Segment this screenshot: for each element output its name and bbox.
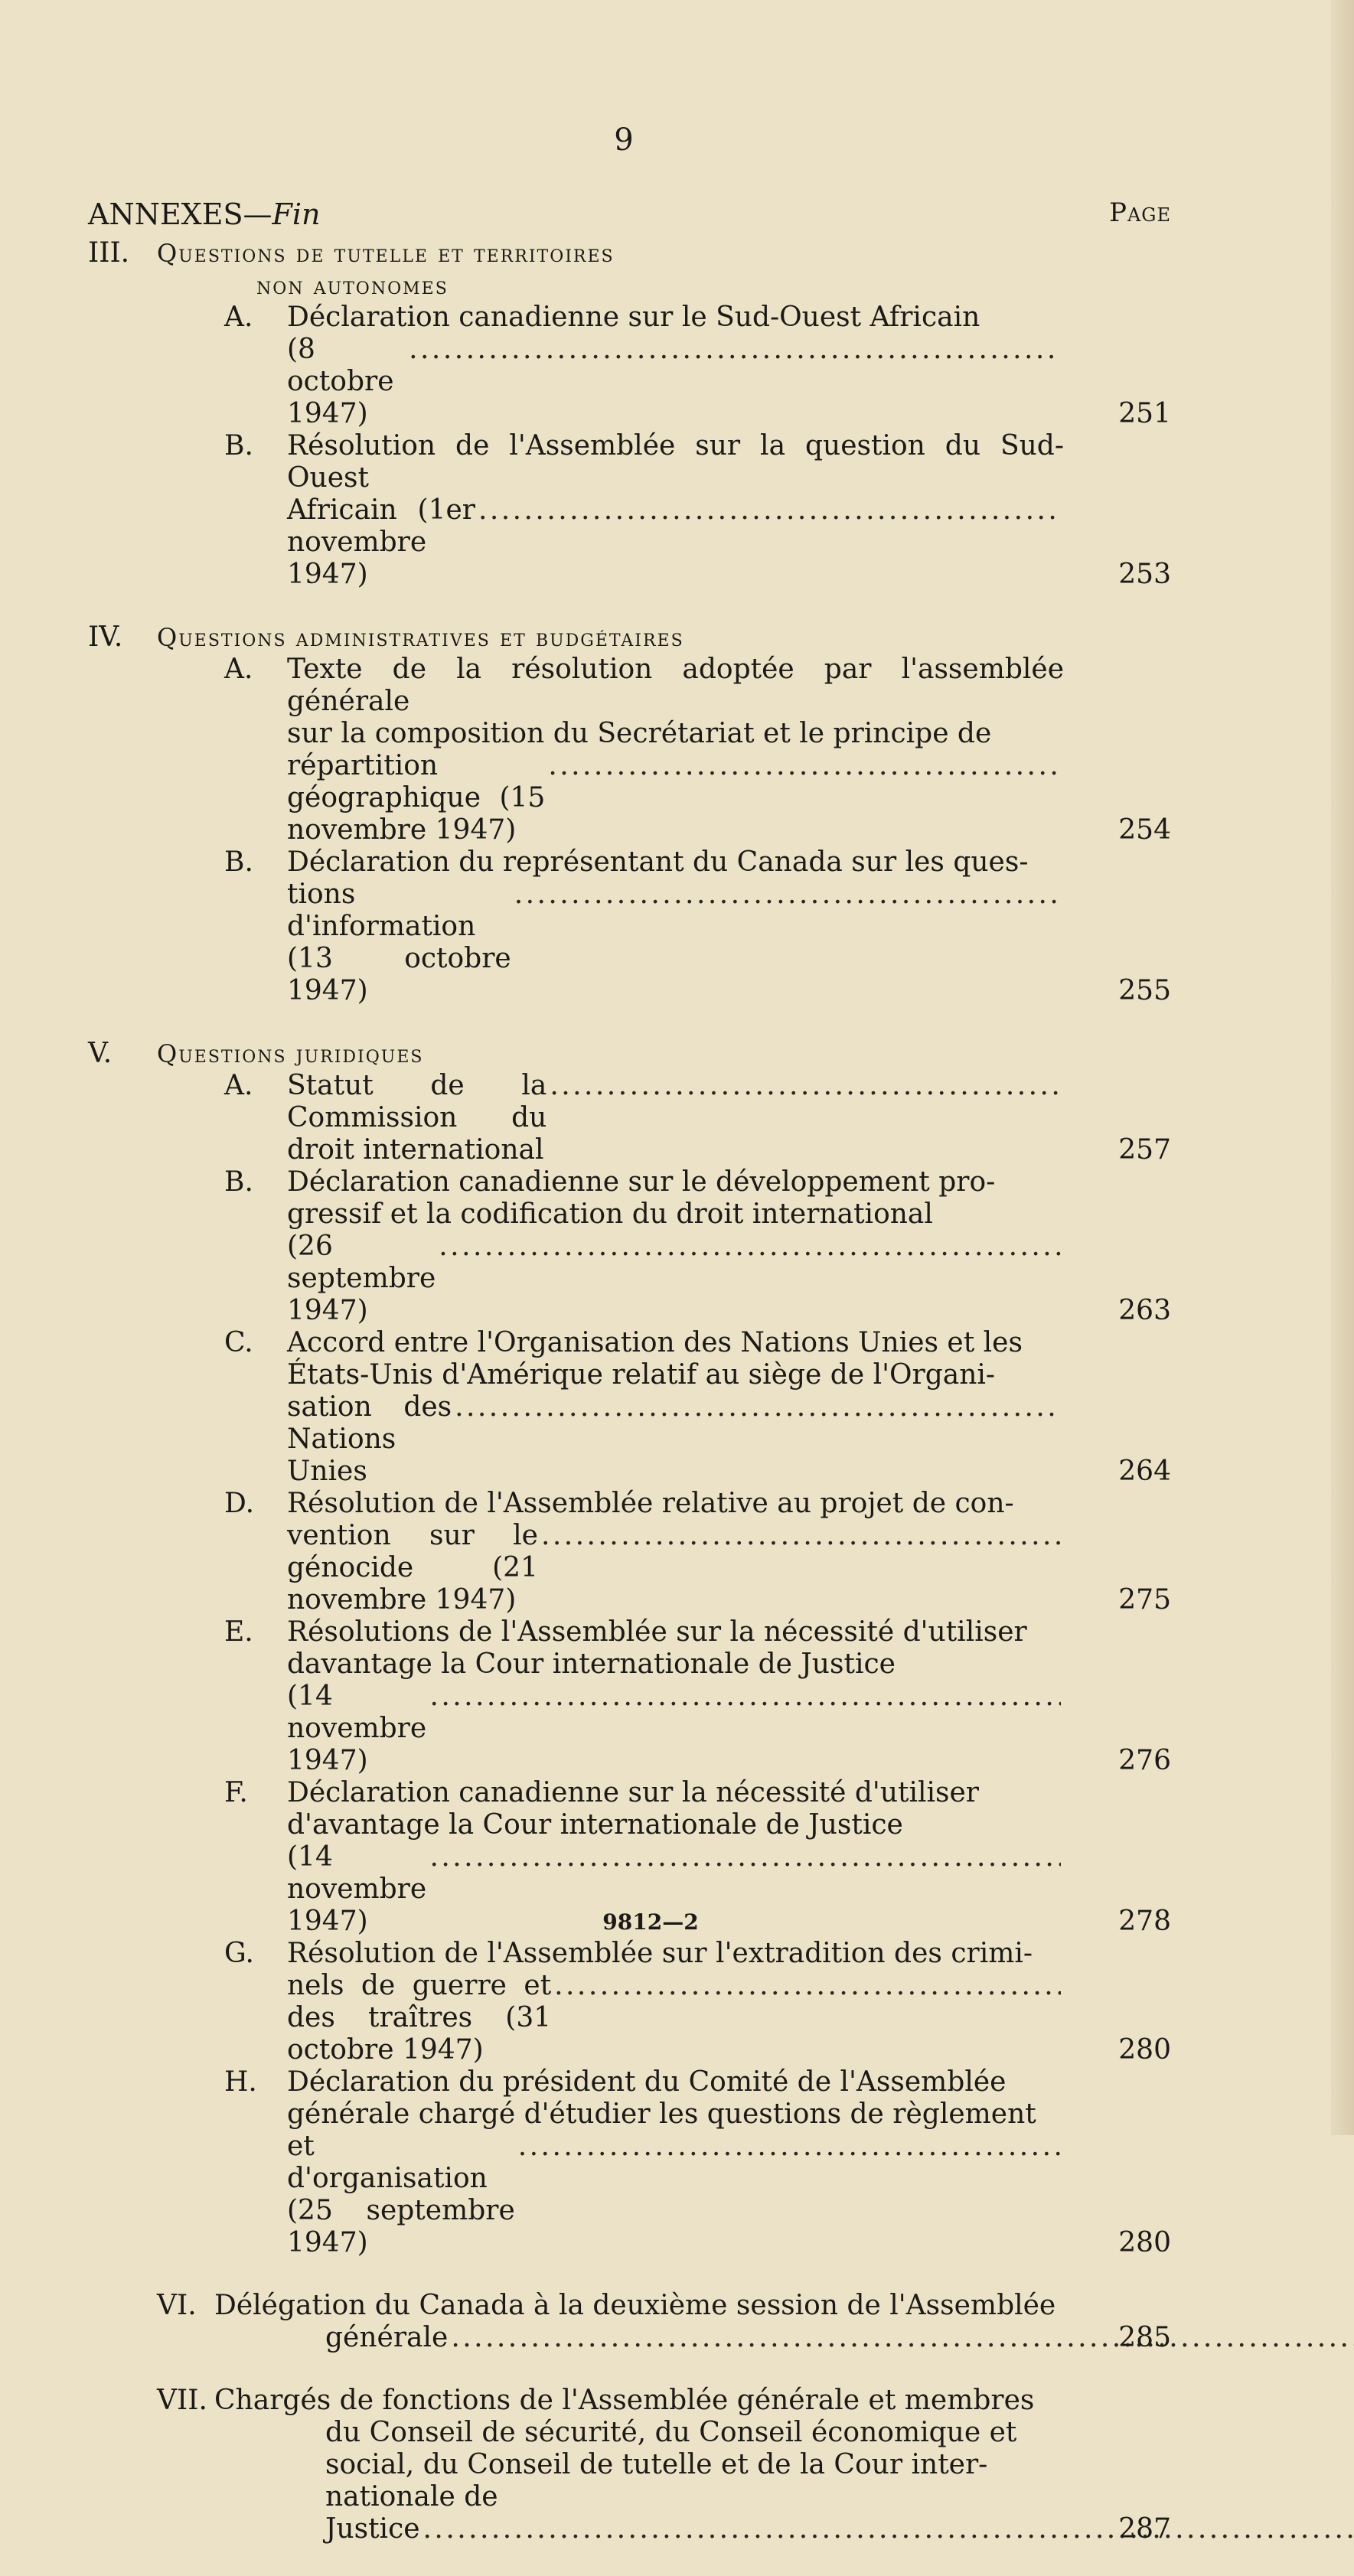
- entry-letter: B.: [224, 430, 253, 461]
- entry-line: davantage la Cour internationale de Justice: [287, 1648, 896, 1680]
- section-title-continued: [88, 269, 1171, 302]
- footer-signature: 9812—2: [602, 1909, 699, 1935]
- page-number: 9: [614, 122, 634, 158]
- entry-letter: G.: [224, 1938, 254, 1969]
- toc-section: [88, 237, 1171, 591]
- entry-last-line: [287, 1520, 1064, 1616]
- entry-line: nels de guerre et des traîtres (31 octobre 1947): [287, 1970, 552, 2066]
- toc-entry: [88, 654, 1171, 846]
- toc-section: [88, 1038, 1171, 2259]
- entry-line: Délégation du Canada à la deuxième session de l'Assemblée: [214, 2290, 1056, 2321]
- entry-line: Déclaration du représentant du Canada sur les ques-: [287, 846, 1029, 878]
- entry-line: (14 novembre 1947): [287, 1841, 427, 1937]
- entry-last-line: [287, 1681, 1064, 1777]
- entry-line: Déclaration canadienne sur le Sud-Ouest Africain: [287, 302, 980, 333]
- entry-line: gressif et la codification du droit international: [287, 1198, 933, 1230]
- toc-entry: [88, 1327, 1171, 1488]
- leader-dots: [514, 879, 1061, 911]
- entry-text: [214, 2385, 1064, 2545]
- entry-page-number: 255: [1118, 975, 1171, 1006]
- section-title: Questions juridiques: [157, 1039, 424, 1068]
- section-number: V.: [88, 1038, 113, 1069]
- toc-entry: [88, 2066, 1171, 2259]
- entry-page-number: 275: [1118, 1584, 1171, 1616]
- entry-page-number: 285: [1118, 2322, 1171, 2353]
- entry-line: générale: [325, 2322, 449, 2353]
- entry-letter: B.: [224, 1166, 253, 1198]
- entry-last-line: [287, 1391, 1064, 1488]
- toc-entry: [88, 1488, 1171, 1616]
- entry-line: sur la composition du Secrétariat et le principe de: [287, 718, 992, 749]
- table-of-contents: [88, 237, 1171, 2576]
- section-title: Questions de tutelle et territoires: [157, 239, 615, 268]
- entry-line: Africain (1er novembre 1947): [287, 494, 475, 590]
- section-number: IV.: [88, 621, 123, 653]
- entry-text: [287, 1616, 1064, 1777]
- entry-letter: B.: [224, 846, 253, 878]
- entry-page-number: 257: [1118, 1134, 1171, 1166]
- section-title: Questions administratives et budgétaires: [157, 623, 684, 652]
- leader-dots: [518, 2131, 1061, 2163]
- toc-entry: [88, 2385, 1171, 2545]
- entry-text: [287, 1488, 1064, 1616]
- entry-letter: E.: [224, 1616, 253, 1648]
- entry-text: [287, 846, 1064, 1007]
- page-column-label: Page: [1109, 197, 1171, 228]
- entry-page-number: 263: [1118, 1295, 1171, 1326]
- entry-page-number: 253: [1118, 559, 1171, 590]
- entry-line: générale chargé d'étudier les questions de règlement: [287, 2098, 1036, 2130]
- entry-last-line: [287, 494, 1064, 591]
- entry-page-number: 280: [1118, 2227, 1171, 2258]
- entry-text: [287, 1070, 1064, 1166]
- entry-line: répartition géographique (15 novembre 1947): [287, 750, 546, 846]
- leader-dots: [429, 1681, 1061, 1713]
- entry-last-line: [287, 879, 1064, 1007]
- toc-header: [88, 197, 1171, 231]
- entry-text: [287, 1327, 1064, 1488]
- leader-dots: [550, 1070, 1061, 1102]
- entry-line: et d'organisation (25 septembre 1947): [287, 2131, 515, 2258]
- leader-dots: [548, 750, 1061, 782]
- entry-line: social, du Conseil de tutelle et de la Cour inter-: [325, 2449, 988, 2480]
- entry-last-line: [287, 1070, 1064, 1166]
- toc-entry: [88, 1616, 1171, 1777]
- entry-line: États-Unis d'Amérique relatif au siège de l'Organi-: [287, 1359, 996, 1391]
- toc-entry: [88, 1938, 1171, 2066]
- entry-text: [287, 1166, 1064, 1327]
- toc-section: [88, 621, 1171, 1007]
- toc-section: [88, 2290, 1171, 2354]
- entry-page-number: 278: [1118, 1906, 1171, 1937]
- leader-dots: [429, 1841, 1061, 1873]
- entry-letter: D.: [224, 1488, 255, 1519]
- toc-section: [88, 2385, 1171, 2545]
- entry-letter: H.: [224, 2066, 257, 2098]
- entry-line: (26 septembre 1947): [287, 1231, 436, 1326]
- entry-text: [287, 302, 1064, 430]
- entry-text: [287, 2066, 1064, 2259]
- entry-line: Déclaration canadienne sur la nécessité d'utiliser: [287, 1777, 980, 1808]
- entry-last-line: [287, 334, 1064, 430]
- entry-last-line: [287, 1970, 1064, 2066]
- leader-dots: [554, 1970, 1061, 2002]
- toc-entry: [88, 1166, 1171, 1327]
- entry-letter: A.: [224, 302, 253, 333]
- toc-entry: [88, 1070, 1171, 1166]
- entry-line: nationale de Justice: [325, 2481, 498, 2545]
- entry-line: sation des Nations Unies: [287, 1391, 452, 1487]
- entry-page-number: 280: [1118, 2034, 1171, 2066]
- entry-text: [287, 1938, 1064, 2066]
- section-title-cont-text: non autonomes: [256, 271, 449, 300]
- entry-text: [287, 654, 1064, 846]
- entry-line: Déclaration canadienne sur le développement pro-: [287, 1166, 996, 1198]
- toc-entry: [88, 302, 1171, 430]
- leader-dots: [423, 2513, 1354, 2545]
- entry-line: Chargés de fonctions de l'Assemblée générale et membres: [214, 2385, 1035, 2416]
- section-heading: [88, 621, 1171, 654]
- entry-line: du Conseil de sécurité, du Conseil économique et: [325, 2417, 1017, 2448]
- section-heading: [88, 1038, 1171, 1070]
- toc-entry: [88, 430, 1171, 591]
- entry-last-line: [287, 750, 1064, 846]
- entry-line: tions d'information (13 octobre 1947): [287, 879, 511, 1006]
- entry-line: Texte de la résolution adoptée par l'assemblée générale: [287, 654, 1064, 717]
- entry-line: Déclaration du président du Comité de l'Assemblée: [287, 2066, 1007, 2098]
- entry-text: [214, 2290, 1064, 2354]
- page-edge: [1331, 0, 1354, 2135]
- entry-line: Statut de la Commission du droit international: [287, 1070, 547, 1166]
- leader-dots: [455, 1391, 1061, 1423]
- entry-line: vention sur le génocide (21 novembre 1947): [287, 1520, 538, 1616]
- section-number: III.: [88, 237, 130, 269]
- entry-letter: A.: [224, 1070, 253, 1101]
- toc-entry: [88, 846, 1171, 1007]
- entry-last-line: [325, 2481, 1064, 2545]
- entry-page-number: 276: [1118, 1745, 1171, 1776]
- entry-letter: F.: [224, 1777, 248, 1808]
- toc-entry: [88, 2290, 1171, 2354]
- entry-last-line: [287, 2131, 1064, 2259]
- entry-line: Résolution de l'Assemblée sur la question du Sud-Ouest: [287, 430, 1064, 494]
- leader-dots: [439, 1231, 1061, 1263]
- entry-page-number: 287: [1118, 2513, 1171, 2545]
- leader-dots: [451, 2322, 1354, 2353]
- leader-dots: [409, 334, 1061, 366]
- leader-dots: [478, 494, 1061, 527]
- entry-text: [287, 430, 1064, 591]
- entry-line: (8 octobre 1947): [287, 334, 394, 429]
- entry-line: Résolution de l'Assemblée relative au projet de con-: [287, 1488, 1014, 1519]
- entry-page-number: 264: [1118, 1456, 1171, 1487]
- entry-last-line: [287, 1231, 1064, 1327]
- entry-page-number: 254: [1118, 814, 1171, 846]
- entry-page-number: 251: [1118, 398, 1171, 429]
- section-number: VI.: [157, 2290, 197, 2321]
- section-heading: [88, 237, 1171, 269]
- annexes-title: ANNEXES—Fin: [88, 197, 321, 231]
- leader-dots: [541, 1520, 1061, 1552]
- entry-line: Accord entre l'Organisation des Nations Unies et les: [287, 1327, 1023, 1358]
- entry-line: Résolutions de l'Assemblée sur la nécessité d'utiliser: [287, 1616, 1027, 1648]
- entry-letter: C.: [224, 1327, 253, 1358]
- entry-line: Résolution de l'Assemblée sur l'extradition des crimi-: [287, 1938, 1033, 1969]
- entry-line: d'avantage la Cour internationale de Justice: [287, 1809, 903, 1841]
- entry-letter: A.: [224, 654, 253, 685]
- section-number: VII.: [157, 2385, 207, 2416]
- entry-line: (14 novembre 1947): [287, 1681, 427, 1776]
- entry-last-line: [325, 2322, 1064, 2354]
